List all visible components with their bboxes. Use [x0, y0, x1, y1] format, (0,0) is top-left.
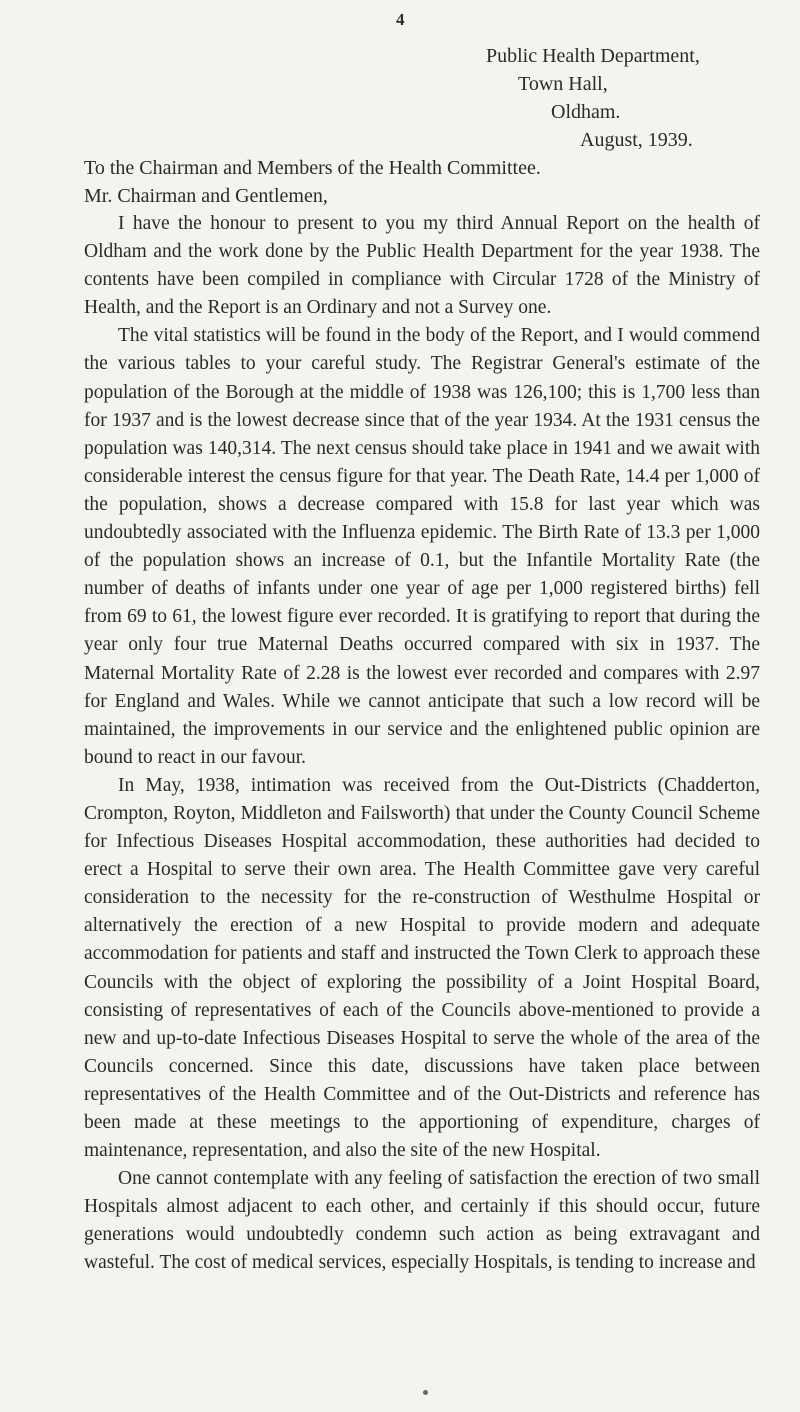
paragraph-hospital-cost: One cannot contemplate with any feeling of satisfaction the erection of two small Hospitals almost adjacent to each other, and certainly if this should occur, future generations would undoubtedly condemn such action as being extravagant and wasteful. The cost of medical services, especially Hospitals, is tending to increase and [84, 1168, 760, 1274]
address-date: August, 1939. [580, 129, 693, 151]
salutation-block [84, 154, 744, 210]
greeting-line: Mr. Chairman and Gentlemen, [84, 185, 328, 207]
page-number: 4 [396, 10, 405, 29]
paragraph-vital-statistics: The vital statistics will be found in the body of the Report, and I would commend the various tables to your careful study. The Registrar General's estimate of the population of the Borough at the middle of 1938 was 126,100; this is 1,700 less than for 1937 and is the lowest decrease since that of the year 1934. At the 1931 census the population was 140,314. The next census should take place in 1941 and we await with considerable interest the census figure for that year. The Death Rate, 14.4 per 1,000 of the population, shows a decrease compared with 15.8 for last year which was undoubtedly associated with the Influenza epidemic. The Birth Rate of 13.3 per 1,000 of the population shows an increase of 0.1, but the Infantile Mortality Rate (the number of deaths of infants under one year of age per 1,000 registered births) fell from 69 to 61, the lowest figure ever recorded. It is gratifying to report that during the year only four true Maternal Deaths occurred compared with six in 1937. The Maternal Mortality Rate of 2.28 is the lowest ever recorded and compares with 2.97 for England and Wales. While we cannot anticipate that such a low record will be maintained, the improvements in our service and the enlightened public opinion are bound to react in our favour. [84, 325, 760, 768]
address-line-department: Public Health Department, [486, 45, 700, 67]
address-line-town: Oldham. [551, 101, 621, 123]
paragraph-introduction: I have the honour to present to you my third Annual Report on the health of Oldham and the work done by the Public Health Department for the year 1938. The contents have been compiled in compliance with Circular 1728 of the Ministry of Health, and the Report is an Ordinary and not a Survey one. [84, 213, 760, 319]
recipient-line: To the Chairman and Members of the Health Committee. [84, 157, 541, 179]
letter-body [84, 210, 760, 1278]
address-line-town-hall: Town Hall, [518, 73, 608, 95]
page-mark [423, 1390, 428, 1395]
paragraph-hospital-scheme: In May, 1938, intimation was received from the Out-Districts (Chadderton, Crompton, Royton, Middleton and Failsworth) that under the County Council Scheme for Infectious Diseases Hospital accommodation, these authorities had decided to erect a Hospital to serve their own area. The Health Committee gave very careful consideration to the necessity for the re-construction of Westhulme Hospital or alternatively the erection of a new Hospital to provide modern and adequate accommodation for patients and staff and instructed the Town Clerk to approach these Councils with the object of exploring the possibility of a Joint Hospital Board, consisting of representatives of each of the Councils above-mentioned to provide a new and up-to-date Infectious Diseases Hospital to serve the whole of the area of the Councils concerned. Since this date, discussions have taken place between representatives of the Health Committee and of the Out-Districts and reference has been made at these meetings to the apportioning of expenditure, charges of maintenance, representation, and also the site of the new Hospital. [84, 774, 760, 1162]
